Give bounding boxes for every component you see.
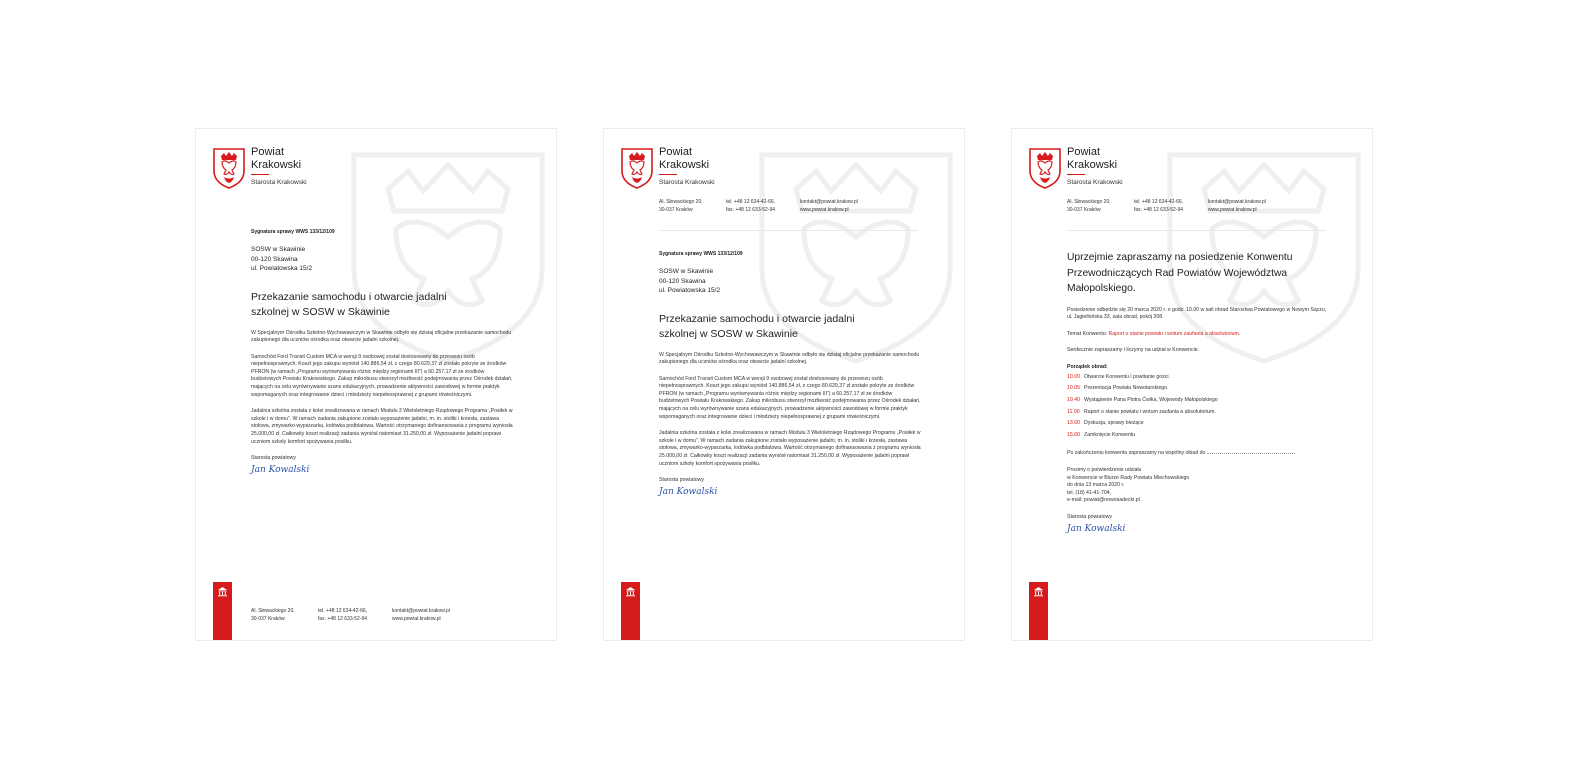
agenda-time: 10.05 bbox=[1067, 385, 1080, 392]
agenda-item bbox=[1067, 408, 1329, 417]
title-line: Przewodniczących Rad Powiatów Województwa bbox=[1067, 267, 1288, 279]
org-name bbox=[251, 146, 301, 172]
org-name bbox=[1067, 146, 1117, 172]
signature: Jan Kowalski bbox=[1067, 524, 1126, 534]
case-reference: Sygnatura sprawy WWS 133/12/109 bbox=[659, 251, 743, 257]
agenda-time: 11.00 bbox=[1067, 408, 1080, 415]
recipient-line: SOSW w Skawinie bbox=[659, 268, 714, 275]
email-link[interactable]: kontakt@powiat.krakow.pl bbox=[1208, 199, 1266, 205]
address-line: Al. Słowackiego 20, bbox=[1067, 199, 1111, 205]
recipient-line: ul. Powiatowska 15/2 bbox=[659, 287, 721, 294]
red-side-tab bbox=[213, 582, 232, 640]
website-link[interactable]: www.powiat.krakow.pl bbox=[800, 207, 849, 213]
agenda-text: Otwarcie Konwentu i powitanie gości. bbox=[1084, 373, 1170, 380]
building-icon bbox=[1033, 586, 1044, 597]
address-line: 30-037 Kraków bbox=[251, 616, 285, 622]
header-phone bbox=[726, 198, 775, 214]
header-phone bbox=[1134, 198, 1183, 214]
header-divider bbox=[659, 230, 918, 231]
paragraph: W Specjalnym Ośrodku Szkolno-Wychowawczym w Skawinie odbyło się dzisiaj oficjalne przekazanie samochodu zakupionego dla uczniów ośrodka oraz otwarcie jadalni szkolnej. bbox=[251, 329, 512, 344]
recipient-line: SOSW w Skawinie bbox=[251, 246, 306, 253]
rsvp-line: do dnia 13 marca 2020 r. bbox=[1067, 482, 1125, 489]
closing: Starosta powiatowy bbox=[251, 455, 296, 462]
agenda-text: Raport o stanie powiatu i wotum zaufania a absolutorium. bbox=[1084, 408, 1216, 415]
org-name-line1: Powiat bbox=[1067, 146, 1101, 158]
rsvp-block bbox=[1067, 467, 1329, 505]
topic-label: Temat Konwentu: bbox=[1067, 330, 1109, 337]
fax: fax. +48 12 633-52-94 bbox=[726, 207, 776, 213]
paragraph: Samochód Ford Transit Custom MCA w wersji 9 osobowej został dostosowany do przewozu osób niepełnosprawnych. Koszt jego zakupu wyniósł 140.886,54 zł, z czego 80.629,37 zł zostało pokryte ze środków PFRON (w ramach „Programu wyrównywania różnic między regionami III”) a 60.257,17 zł ze środków budżetowych Powiatu Krakowskiego. Zakup mikrobusu stworzył możliwość podejmowania przez Ośrodek działań, mających na celu wyrównywanie szans edukacyjnych, prowadzenie aktywności zawodowej w formie praktyk wspomaganych oraz integrowanie dzieci i młodzieży niepełnosprawnej z grupami rówieśniczymi. bbox=[659, 375, 921, 420]
header-web bbox=[1208, 198, 1266, 214]
title-line: szkolnej w SOSW w Skawinie bbox=[659, 327, 798, 340]
org-rule bbox=[251, 174, 269, 175]
agenda-time: 13.00 bbox=[1067, 420, 1080, 427]
case-reference: Sygnatura sprawy WWS 133/12/109 bbox=[251, 229, 335, 235]
signature: Jan Kowalski bbox=[251, 465, 310, 476]
title-line: Małopolskiego. bbox=[1067, 283, 1136, 294]
fax: fax. +48 12 633-52-94 bbox=[318, 616, 368, 622]
lunch-note bbox=[1067, 448, 1329, 458]
dotted-fill-line bbox=[1207, 448, 1295, 454]
paragraph: W Specjalnym Ośrodku Szkolno-Wychowawczym w Skawinie odbyło się dzisiaj oficjalne przekazanie samochodu zakupionego dla uczniów ośrodka oraz otwarcie jadalni szkolnej. bbox=[659, 351, 920, 366]
org-name-line1: Powiat bbox=[659, 146, 693, 158]
signature: Jan Kowalski bbox=[659, 487, 718, 498]
paragraph: Jadalnia szkolna została z kolei zrealizowana w ramach Modułu 3 Wieloletniego Rządowego Programu „Posiłek w szkole i w domu”. W ramach zadania zakupione zostało wyposażenie jadalni, m. in. stoliki i krzesła, zastawa stołowa, zmywarko-wyparzarka, lodówka podblatowa. Wartość otrzymanego dofinansowania z programu wyniosła 25.000,00 zł. Całkowity koszt realizacji zadania wyniósł natomiast 31.250,00 zł. Wyposażenie jadalni poprawi uczniom szkoły komfort spożywania posiłku. bbox=[659, 430, 921, 467]
invitation-title bbox=[1067, 250, 1329, 297]
website-link[interactable]: www.powiat.krakow.pl bbox=[1208, 207, 1257, 213]
agenda-item bbox=[1067, 373, 1329, 382]
address-line: Al. Słowackiego 20, bbox=[659, 199, 703, 205]
red-side-tab bbox=[1029, 582, 1048, 640]
paragraph: Samochód Ford Transit Custom MCA w wersji 9 osobowej został dostosowany do przewozu osób niepełnosprawnych. Koszt jego zakupu wyniósł 140.886,54 zł, z czego 80.629,37 zł zostało pokryte ze środków PFRON (w ramach „Programu wyrównywania różnic między regionami III”) a 60.257,17 zł ze środków budżetowych Powiatu Krakowskiego. Zakup mikrobusu stworzył możliwość podejmowania przez Ośrodek działań, mających na celu wyrównywanie szans edukacyjnych, prowadzenie aktywności zawodowej w formie praktyk wspomaganych oraz integrowanie dzieci i młodzieży niepełnosprawnej z grupami rówieśniczymi. bbox=[251, 353, 513, 398]
building-icon bbox=[625, 586, 636, 597]
letter-body bbox=[251, 229, 513, 475]
closing: Starosta powiatowy bbox=[659, 477, 704, 484]
agenda-item bbox=[1067, 431, 1329, 440]
invitation-page bbox=[1011, 128, 1373, 641]
org-name-line2: Krakowski bbox=[659, 159, 710, 171]
agenda-item bbox=[1067, 419, 1329, 428]
agenda-text: Wystąpienie Pana Piotra Ćwika, Wojewody Małopolskiego bbox=[1084, 397, 1218, 404]
crest-icon bbox=[1028, 147, 1062, 189]
agenda-time: 10.40 bbox=[1067, 397, 1080, 404]
letter-title bbox=[659, 312, 921, 342]
meeting-info: Posiedzenie odbędzie się 20 marca 2020 r. o godz. 10.00 w sali obrad Starostwa Powiatowego w Nowym Sączu, ul. Jagiellońska 33, sala obrad, pokój 208. bbox=[1067, 306, 1327, 321]
org-subtitle: Starosta Krakowski bbox=[251, 179, 307, 186]
phone: tel. +48 12 634-42-66, bbox=[1134, 199, 1184, 205]
paragraph: Jadalnia szkolna została z kolei zrealizowana w ramach Modułu 3 Wieloletniego Rządowego Programu „Posiłek w szkole i w domu”. W ramach zadania zakupione zostało wyposażenie jadalni, m. in. stoliki i krzesła, zastawa stołowa, zmywarko-wyparzarka, lodówka podblatowa. Wartość otrzymanego dofinansowania z programu wyniosła 25.000,00 zł. Całkowity koszt realizacji zadania wyniósł natomiast 31.250,00 zł. Wyposażenie jadalni poprawi uczniom szkoły komfort spożywania posiłku. bbox=[251, 408, 513, 445]
recipient-line: 00-120 Skawina bbox=[251, 255, 298, 263]
meeting-topic bbox=[1067, 331, 1329, 339]
agenda-title: Porządek obrad: bbox=[1067, 363, 1108, 370]
phone: tel. +48 12 634-42-66, bbox=[318, 608, 368, 614]
topic-text: Raport o stanie powiatu i wotum zaufania a absolutorium. bbox=[1108, 330, 1241, 337]
letterhead-page-1 bbox=[195, 128, 557, 641]
crest-icon bbox=[620, 147, 654, 189]
agenda-item bbox=[1067, 396, 1329, 405]
header-address bbox=[659, 198, 703, 214]
footer-address bbox=[251, 607, 295, 623]
recipient-address bbox=[659, 267, 921, 296]
fax: fax. +48 12 633-52-94 bbox=[1134, 207, 1184, 213]
recipient-line: ul. Powiatowska 15/2 bbox=[251, 265, 313, 272]
footer-web bbox=[392, 607, 450, 623]
address-line: 30-037 Kraków bbox=[659, 207, 693, 213]
invitation-body bbox=[1067, 250, 1329, 534]
footer-phone bbox=[318, 607, 367, 623]
phone: tel. +48 12 634-42-66, bbox=[726, 199, 776, 205]
recipient-address bbox=[251, 245, 513, 274]
org-name-line1: Powiat bbox=[251, 146, 285, 158]
recipient-line: 00-120 Skawina bbox=[659, 277, 706, 285]
header-divider bbox=[1067, 230, 1326, 231]
agenda-time: 15.00 bbox=[1067, 431, 1080, 438]
invite-text: Serdecznie zapraszamy i liczymy na udział w Konwencie. bbox=[1067, 347, 1200, 354]
email-link[interactable]: kontakt@powiat.krakow.pl bbox=[800, 199, 858, 205]
title-line: Przekazanie samochodu i otwarcie jadalni bbox=[659, 312, 855, 325]
org-subtitle: Starosta Krakowski bbox=[1067, 179, 1123, 186]
lunch-text: Po zakończeniu konwentu zapraszamy na wspólny obiad do bbox=[1067, 450, 1206, 457]
red-side-tab bbox=[621, 582, 640, 640]
agenda-list bbox=[1067, 373, 1329, 440]
letter-body bbox=[659, 251, 921, 497]
rsvp-line: Prosimy o potwierdzenie udziału bbox=[1067, 467, 1142, 474]
agenda-time: 10.00 bbox=[1067, 373, 1080, 380]
rsvp-line: tel. (18) 41-41-704, bbox=[1067, 489, 1112, 496]
website-link[interactable]: www.powiat.krakow.pl bbox=[392, 616, 441, 622]
title-line: Uprzejmie zapraszamy na posiedzenie Konwentu bbox=[1067, 252, 1293, 263]
org-name-line2: Krakowski bbox=[1067, 159, 1118, 171]
letterhead-page-2 bbox=[603, 128, 965, 641]
crest-icon bbox=[212, 147, 246, 189]
org-subtitle: Starosta Krakowski bbox=[659, 179, 715, 186]
org-name bbox=[659, 146, 709, 172]
closing: Starosta powiatowy bbox=[1067, 514, 1112, 520]
title-line: szkolnej w SOSW w Skawinie bbox=[251, 305, 390, 318]
address-line: 30-037 Kraków bbox=[1067, 207, 1101, 213]
letter-title bbox=[251, 290, 513, 320]
org-rule bbox=[1067, 174, 1085, 175]
email-link[interactable]: kontakt@powiat.krakow.pl bbox=[392, 608, 450, 614]
header-address bbox=[1067, 198, 1111, 214]
rsvp-email[interactable]: e-mail: powiat@nowosadecki.pl bbox=[1067, 497, 1140, 504]
agenda-text: Zamknięcie Konwentu bbox=[1084, 431, 1136, 438]
agenda-text: Prezentacja Powiatu Nowotarskiego. bbox=[1084, 385, 1169, 392]
header-web bbox=[800, 198, 858, 214]
org-name-line2: Krakowski bbox=[251, 159, 302, 171]
agenda-item bbox=[1067, 384, 1329, 393]
rsvp-line: w Konwencie w Biurze Rady Powiatu Miechowskiego bbox=[1067, 474, 1190, 481]
title-line: Przekazanie samochodu i otwarcie jadalni bbox=[251, 290, 447, 303]
agenda-text: Dyskusja, sprawy bieżące bbox=[1084, 420, 1144, 427]
org-rule bbox=[659, 174, 677, 175]
address-line: Al. Słowackiego 20, bbox=[251, 608, 295, 614]
building-icon bbox=[217, 586, 228, 597]
